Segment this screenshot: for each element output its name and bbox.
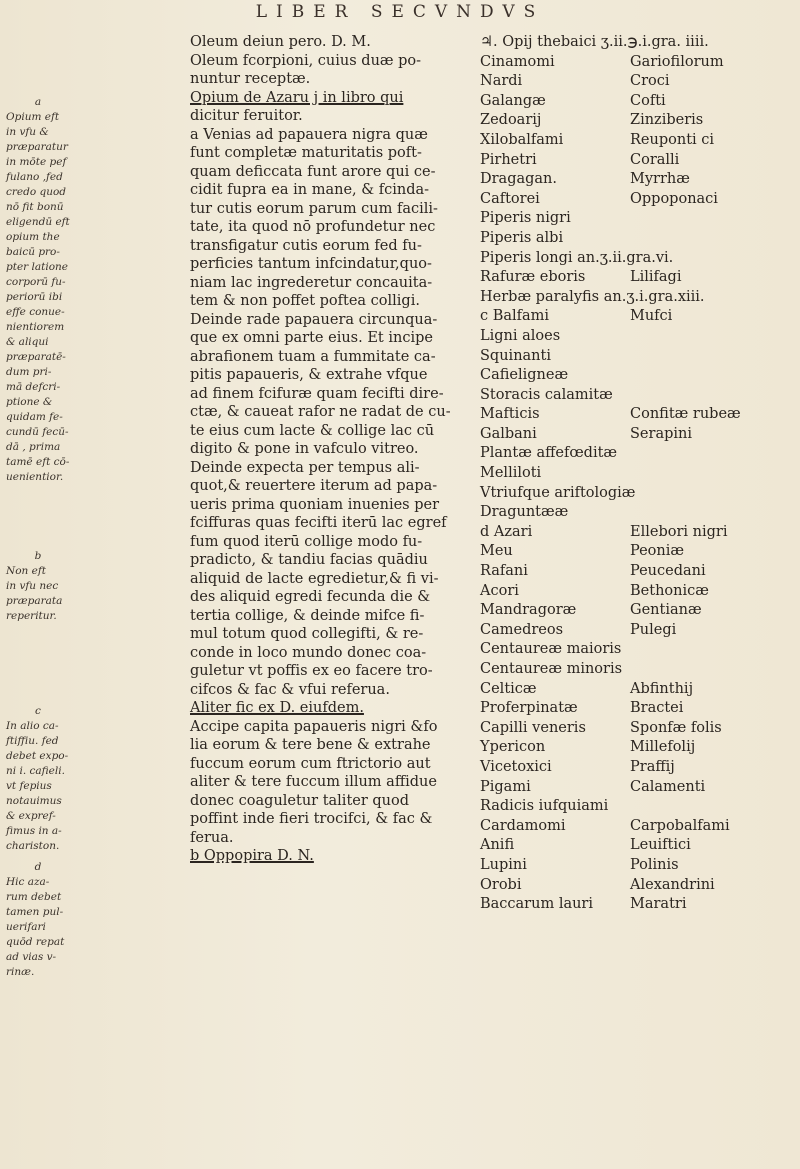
ingredient-row: [480, 327, 795, 347]
note-line: Hic aza-: [6, 876, 50, 888]
ingredient-name: Peucedani: [630, 563, 706, 580]
ingredient-name: Nardi: [480, 73, 523, 90]
ingredient-name: Squinanti: [480, 347, 551, 364]
ingredient-name: Acori: [480, 582, 519, 599]
text-line: transfigatur cutis eorum fed fu-: [190, 237, 422, 254]
text-line: Deinde rade papauera circunqua-: [190, 311, 438, 328]
ingredient-name: Draguntææ: [480, 504, 569, 521]
note-line: præparatē-: [6, 351, 66, 363]
ingredient-name: Mafticis: [480, 406, 540, 423]
margin-note: [6, 95, 70, 485]
ingredient-name: Coralli: [630, 151, 680, 168]
ingredient-name: Rafuræ eboris: [480, 269, 586, 286]
note-line: ptione &: [6, 396, 53, 408]
text-line: tur cutis eorum parum cum facili-: [190, 200, 438, 217]
text-line: nuntur receptæ.: [190, 71, 311, 87]
ingredient-name: Piperis nigri: [480, 210, 571, 227]
ingredient-row: [480, 797, 795, 817]
text-line: fuccum eorum cum ftrictorio aut: [190, 755, 431, 772]
ingredient-row: [480, 53, 795, 73]
note-line: tamen pul-: [6, 906, 64, 918]
ingredient-name: Centaureæ maioris: [480, 641, 622, 658]
ingredient-row: [480, 719, 795, 739]
ingredient-row: [480, 425, 795, 445]
note-line: reperitur.: [6, 610, 57, 622]
ingredient-name: Cinamomi: [480, 53, 555, 70]
ingredient-name: Plantæ affefœditæ: [480, 445, 618, 462]
text-line: quam deficcata funt arore qui ce-: [190, 163, 436, 180]
ingredient-row: [480, 131, 795, 151]
ingredient-row: [480, 386, 795, 406]
note-line: quōd repat: [6, 936, 65, 948]
ingredient-row: [480, 229, 795, 249]
text-line: Aliter fic ex D. eiufdem.: [190, 700, 364, 716]
ingredient-name: Melliloti: [480, 465, 542, 482]
text-line: aliter & tere fuccum illum affidue: [190, 774, 437, 790]
ingredient-name: Galbani: [480, 425, 537, 442]
ingredient-name: Cofti: [630, 92, 666, 109]
ingredient-row: [480, 464, 795, 484]
ingredient-row: [480, 444, 795, 464]
note-line: fulano ,fed: [6, 171, 63, 183]
text-line: donec coaguletur taliter quod: [190, 792, 410, 809]
ingredient-row: [480, 288, 795, 308]
ingredient-name: Serapini: [630, 425, 692, 442]
note-line: opium the: [6, 231, 60, 243]
note-marker: c: [35, 705, 41, 717]
note-line: Opium eft: [6, 111, 60, 123]
ingredient-name: Gariofilorum: [630, 53, 724, 70]
note-line: & aliqui: [6, 336, 49, 348]
ingredient-name: Rafani: [480, 563, 528, 580]
text-line: lia eorum & tere bene & extrahe: [190, 737, 431, 753]
text-line: cidit fupra ea in mane, & fcinda-: [190, 182, 430, 198]
note-line: fimus in a-: [6, 825, 62, 837]
ingredient-name: Centaureæ minoris: [480, 661, 623, 677]
ingredient-row: [480, 778, 795, 798]
note-line: tamē eft cō-: [6, 456, 70, 468]
ingredient-row: [480, 405, 795, 425]
ingredient-row: [480, 601, 795, 621]
text-line: fciffuras quas fecifti iterū lac egref: [190, 515, 447, 531]
ingredient-name: ♃. Opij thebaici ʒ.ii.℈.i.gra. iiii.: [480, 34, 709, 50]
ingredient-name: Cardamomi: [480, 817, 566, 834]
ingredient-row: [480, 249, 795, 269]
note-line: vt fepius: [6, 780, 52, 792]
ingredient-name: Maratri: [630, 896, 687, 913]
ingredient-row: [480, 738, 795, 758]
ingredient-name: Pulegi: [630, 621, 677, 638]
text-line: poffint inde fieri trocifci, & fac &: [190, 811, 433, 827]
ingredient-name: Camedreos: [480, 621, 564, 638]
ingredient-name: Sponfæ folis: [630, 719, 722, 736]
ingredient-name: Celticæ: [480, 680, 537, 697]
text-line: niam lac ingrederetur concauita-: [190, 274, 433, 291]
note-marker: b: [34, 550, 42, 562]
ingredient-name: Confitæ rubeæ: [630, 406, 741, 423]
text-line: guletur vt poffis ex eo facere tro-: [190, 663, 433, 679]
ingredient-row: [480, 366, 795, 386]
ingredient-name: Praffij: [630, 758, 675, 775]
ingredient-row: [480, 307, 795, 327]
ingredient-name: Bractei: [630, 700, 684, 717]
ingredient-row: [480, 640, 795, 660]
ingredient-name: Pirhetri: [480, 151, 537, 168]
note-line: in mōte pef: [6, 156, 67, 168]
text-line: des aliquid egredi fecunda die &: [190, 589, 431, 605]
ingredient-name: Mandragoræ: [480, 602, 577, 619]
note-line: nientiorem: [6, 321, 65, 333]
text-line: funt completæ maturitatis poft-: [190, 145, 422, 161]
text-line: ctæ, & caueat rafor ne radat de cu-: [190, 404, 451, 420]
text-line: conde in loco mundo donec coa-: [190, 644, 427, 661]
ingredient-row: [480, 836, 795, 856]
note-line: ftiffiu. fed: [6, 735, 59, 747]
note-line: ni i. cafieli.: [6, 765, 65, 777]
ingredient-row: [480, 111, 795, 131]
text-line: Deinde expecta per tempus ali-: [190, 459, 420, 476]
ingredient-row: [480, 817, 795, 837]
ingredient-name: Dragagan.: [480, 171, 558, 188]
note-marker: d: [34, 861, 42, 873]
ingredient-name: Storacis calamitæ: [480, 386, 613, 403]
note-line: notauimus: [6, 795, 62, 807]
text-line: pradicto, & tandiu facias quādiu: [190, 552, 428, 568]
ingredient-name: Vtriufque ariftologiæ: [480, 484, 636, 501]
ingredient-list-column: [480, 33, 795, 915]
ingredient-name: Cafieligneæ: [480, 367, 569, 384]
note-line: rinæ.: [6, 966, 35, 978]
ingredient-name: Gentianæ: [630, 602, 702, 619]
note-line: dum pri-: [6, 366, 52, 378]
ingredient-name: Alexandrini: [630, 876, 715, 893]
text-line: quot,& reuertere iterum ad papa-: [190, 478, 438, 494]
ingredient-row: [480, 151, 795, 171]
note-line: credo quod: [6, 186, 67, 198]
ingredient-name: Millefolij: [630, 739, 696, 756]
note-line: baicū pro-: [6, 246, 60, 258]
text-line: digito & pone in vafculo vitreo.: [190, 441, 419, 457]
note-line: uenientior.: [6, 471, 64, 483]
text-line: a Venias ad papauera nigra quæ: [190, 126, 428, 143]
ingredient-row: [480, 856, 795, 876]
ingredient-row: [480, 72, 795, 92]
ingredient-row: [480, 347, 795, 367]
ingredient-row: [480, 170, 795, 190]
note-line: nō fit bonū: [6, 201, 64, 213]
note-line: præparata: [6, 595, 63, 607]
margin-note: [6, 860, 70, 980]
text-line: te eius cum lacte & collige lac cū: [190, 422, 435, 439]
ingredient-name: Proferpinatæ: [480, 700, 578, 717]
ingredient-name: Myrrhæ: [630, 171, 690, 188]
note-line: mā defcri-: [6, 381, 61, 393]
ingredient-row: [480, 209, 795, 229]
text-line: mul totum quod collegifti, & re-: [190, 626, 424, 642]
text-line: Accipe capita papaueris nigri &fo: [190, 718, 438, 735]
ingredient-name: Ellebori nigri: [630, 523, 728, 540]
ingredient-name: d Azari: [480, 523, 533, 540]
ingredient-name: Abfinthij: [630, 680, 694, 697]
margin-note: [6, 704, 70, 854]
text-line: perficies tantum infcindatur,quo-: [190, 256, 432, 272]
note-line: pter latione: [6, 261, 69, 273]
ingredient-row: [480, 582, 795, 602]
text-line: aliquid de lacte egredietur,& fi vi-: [190, 570, 439, 587]
note-line: debet expo-: [6, 750, 69, 762]
text-line: pitis papaueris, & extrahe vfque: [190, 367, 428, 383]
note-line: periorū ibi: [6, 291, 63, 303]
ingredient-name: Zinziberis: [630, 112, 704, 129]
ingredient-name: Orobi: [480, 876, 522, 893]
ingredient-name: Meu: [480, 543, 513, 560]
note-line: corporū fu-: [6, 276, 66, 288]
text-line: ad finem fcifuræ quam fecifti dire-: [190, 385, 444, 402]
ingredient-row: [480, 542, 795, 562]
ingredient-name: Piperis longi an.ʒ.ii.gra.vi.: [480, 249, 674, 266]
ingredient-name: Ypericon: [480, 739, 546, 756]
ingredient-name: Piperis albi: [480, 229, 564, 246]
note-marker: a: [34, 96, 42, 108]
ingredient-row: [480, 484, 795, 504]
note-line: in vfu &: [6, 126, 49, 138]
note-line: uerifari: [6, 921, 46, 933]
ingredient-name: Caftorei: [480, 190, 540, 207]
text-line: cifcos & fac & vfui referua.: [190, 681, 390, 698]
ingredient-name: Lupini: [480, 856, 527, 873]
margin-notes: [6, 95, 70, 980]
ingredient-row: [480, 621, 795, 641]
ingredient-row: [480, 190, 795, 210]
ingredient-name: Herbæ paralyfis an.ʒ.i.gra.xiii.: [480, 288, 705, 305]
note-line: Non eft: [6, 565, 46, 577]
ingredient-row: [480, 660, 795, 680]
running-header: LIBER SECVNDVS: [255, 2, 545, 22]
margin-note: [6, 549, 70, 624]
ingredient-row: [480, 523, 795, 543]
text-line: que ex omni parte eius. Et incipe: [190, 330, 433, 346]
ingredient-name: Leuiftici: [630, 837, 691, 854]
ingredient-name: Polinis: [630, 856, 679, 873]
ingredient-name: Calamenti: [630, 778, 706, 795]
note-line: ad vias v-: [6, 951, 57, 963]
note-line: quidam fe-: [6, 411, 63, 423]
ingredient-name: Reuponti ci: [630, 131, 715, 148]
text-line: tertia collige, & deinde mifce fi-: [190, 607, 425, 624]
note-line: dā , prima: [6, 441, 61, 453]
text-line: Opium de Azaru j in libro qui: [190, 89, 404, 106]
note-line: rum debet: [6, 891, 62, 903]
note-line: in vfu nec: [6, 580, 59, 592]
text-line: Oleum deiun pero. D. M.: [190, 34, 371, 50]
ingredient-row: [480, 680, 795, 700]
ingredient-name: Croci: [630, 73, 670, 90]
ingredient-row: [480, 895, 795, 915]
ingredient-row: [480, 92, 795, 112]
ingredient-row: [480, 876, 795, 896]
ingredient-row: [480, 503, 795, 523]
text-line: ueris prima quoniam inuenies per: [190, 496, 440, 513]
note-line: In alio ca-: [6, 720, 59, 732]
text-line: tem & non poffet poftea colligi.: [190, 293, 420, 309]
text-line: abrafionem tuam a fummitate ca-: [190, 348, 436, 365]
ingredient-name: Pigami: [480, 778, 531, 795]
text-line: ferua.: [190, 829, 234, 846]
ingredient-name: Bethonicæ: [630, 582, 709, 599]
ingredient-name: Vicetoxici: [480, 758, 552, 775]
text-line: dicitur feruitor.: [190, 108, 303, 124]
text-line: Oleum fcorpioni, cuius duæ po-: [190, 52, 422, 69]
note-line: eligendū eft: [6, 216, 70, 228]
text-line: b Oppopira D. N.: [190, 848, 314, 864]
note-line: præparatur: [6, 141, 68, 153]
ingredient-name: Capilli veneris: [480, 719, 586, 736]
text-line: fum quod iterū collige modo fu-: [190, 533, 423, 550]
ingredient-name: Mufci: [630, 308, 673, 325]
ingredient-name: Xilobalfami: [480, 131, 564, 148]
ingredient-row: [480, 33, 795, 53]
ingredient-name: Galangæ: [480, 92, 546, 109]
note-line: & expref-: [6, 810, 56, 822]
main-text-column: [190, 33, 460, 866]
ingredient-row: [480, 562, 795, 582]
ingredient-name: Baccarum lauri: [480, 896, 594, 913]
text-line: tate, ita quod nō profundetur nec: [190, 219, 436, 235]
ingredient-name: Zedoarij: [480, 112, 542, 129]
ingredient-name: Anifi: [480, 837, 515, 854]
ingredient-name: Carpobalfami: [630, 817, 730, 834]
ingredient-row: [480, 699, 795, 719]
ingredient-name: c Balfami: [480, 308, 550, 325]
note-line: effe conue-: [6, 306, 65, 318]
ingredient-name: Lilifagi: [630, 269, 682, 286]
note-line: chariston.: [6, 840, 60, 852]
ingredient-row: [480, 758, 795, 778]
note-line: cundū fecū-: [6, 426, 69, 438]
ingredient-name: Radicis iufquiami: [480, 798, 609, 815]
ingredient-row: [480, 268, 795, 288]
ingredient-name: Ligni aloes: [480, 327, 561, 344]
ingredient-name: Oppoponaci: [630, 190, 718, 207]
ingredient-name: Peoniæ: [630, 543, 685, 560]
